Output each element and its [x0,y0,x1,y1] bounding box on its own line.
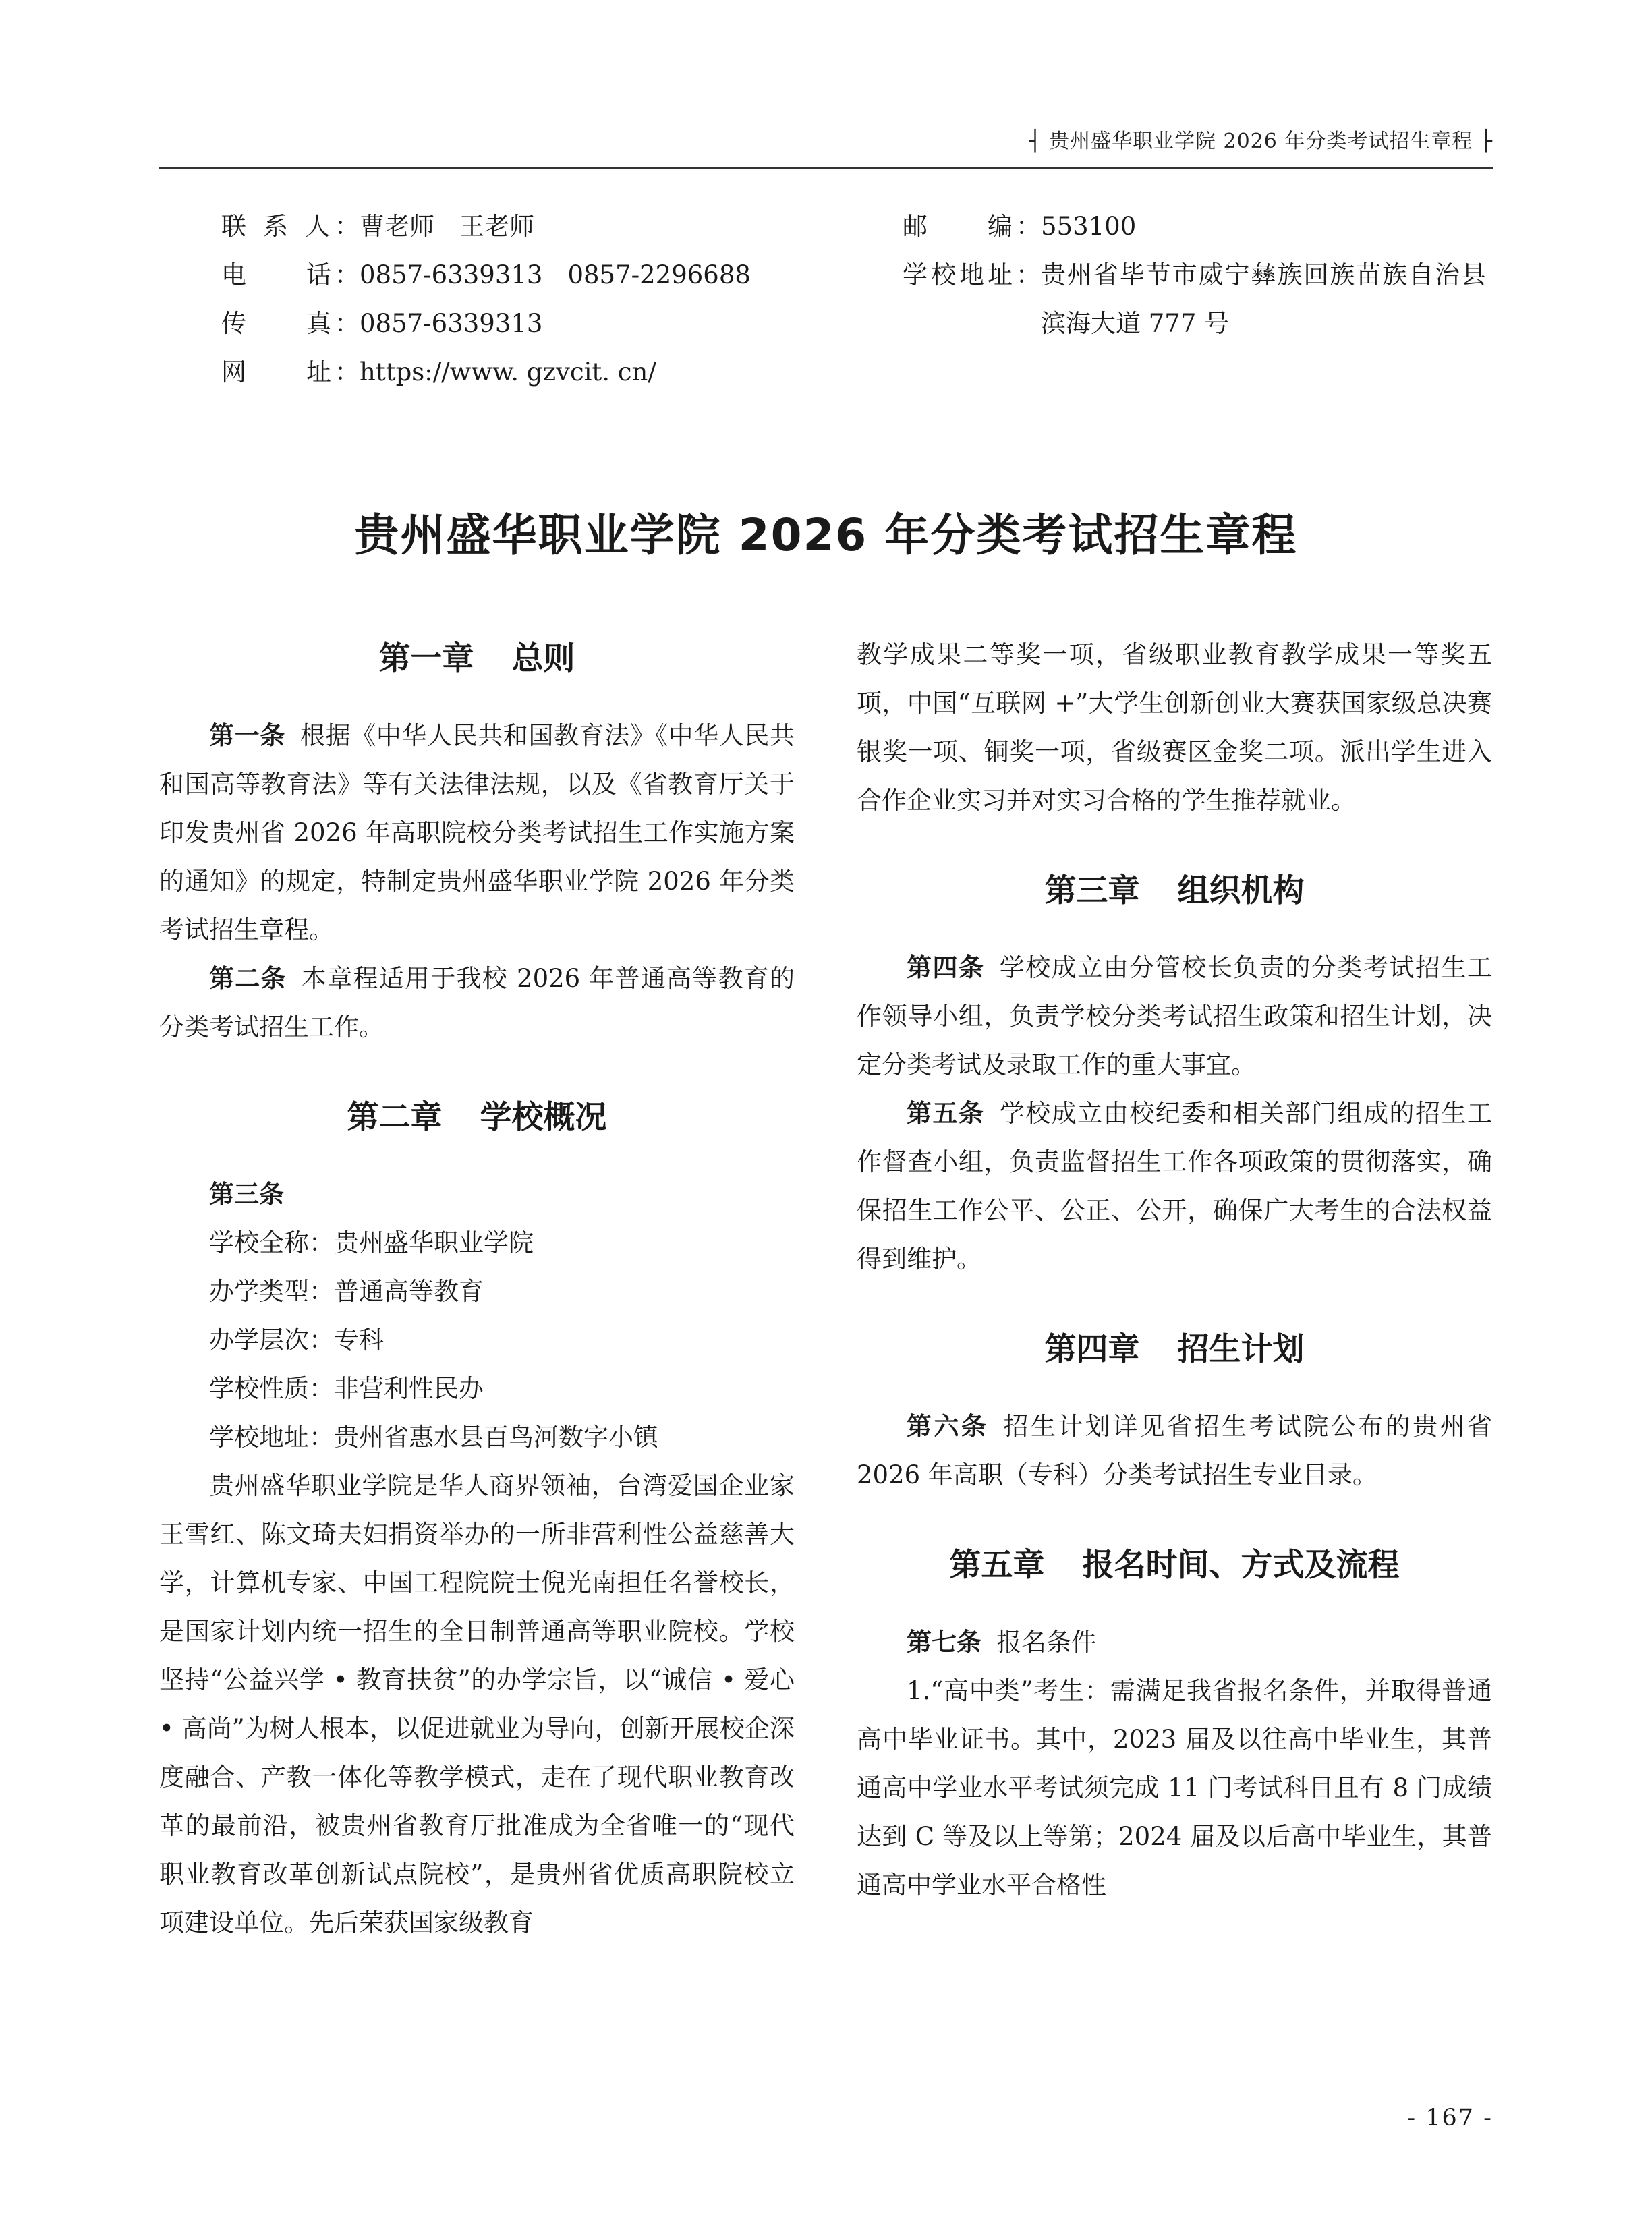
contact-row [221,251,896,299]
contact-row [903,251,1510,348]
website-link[interactable]: https://www. gzvcit. cn/ [360,358,656,387]
contact-row [221,299,896,348]
article-item: 1.“高中类”考生：需满足我省报名条件，并取得普通高中毕业证书。其中，2023 届及以往高中毕业生，其普通高中学业水平考试须完成 11 门考试科目且有 8 门成绩达到 C 等及以上等第；2024 届及以后高中毕业生，其普通高中学业水平合格性 [857,1676,1492,1900]
article-label: 第三条 [209,1180,284,1209]
chapter-title: 总则 [511,640,575,677]
header-rule [159,167,1493,169]
chapter-number: 第五章 [949,1547,1045,1584]
contact-label: 学校地址： [903,260,1041,289]
article-label: 第二条 [209,964,287,993]
contact-value: 贵州省毕节市威宁彝族回族苗族自治县滨海大道 777 号 [1041,260,1486,338]
article-label: 第一条 [209,721,285,750]
school-intro-continued: 教学成果二等奖一项，省级职业教育教学成果一等奖五项，中国“互联网 +”大学生创新创业大赛获国家级总决赛银奖一项、铜奖一项，省级赛区金奖二项。派出学生进入合作企业实习并对实习合格的学生推荐就业。 [857,640,1492,815]
chapter-heading [857,863,1492,919]
chapter-title: 报名时间、方式及流程 [1082,1547,1400,1584]
contact-value: 0857-6339313 0857-2296688 [360,260,751,289]
article-label: 第五条 [907,1099,985,1128]
chapter-number: 第三章 [1044,872,1140,909]
article-paragraph [857,1618,1492,1667]
school-info-item: 办学类型：普通高等教育 [209,1277,484,1306]
contact-row [903,202,1510,251]
running-header: ┤ 贵州盛华职业学院 2026 年分类考试招生章程 ├ [1029,130,1493,153]
article-text: 学校成立由校纪委和相关部门组成的招生工作督查小组，负责监督招生工作各项政策的贯彻落实，确保招生工作公平、公正、公开，确保广大考生的合法权益得到维护。 [857,1099,1493,1274]
article-paragraph [857,1089,1492,1284]
contact-block-right [903,202,1510,348]
school-info-item: 学校性质：非营利性民办 [209,1374,484,1403]
chapter-heading [159,631,795,687]
chapter-title: 组织机构 [1177,872,1305,909]
document-title: 贵州盛华职业学院 2026 年分类考试招生章程 [354,509,1298,561]
school-info-item: 学校地址：贵州省惠水县百鸟河数字小镇 [209,1423,658,1452]
contact-label: 邮 编： [903,212,1041,241]
chapter-number: 第二章 [347,1099,443,1136]
chapter-title: 招生计划 [1177,1331,1305,1368]
chapter-heading [857,1321,1492,1378]
school-info-item: 办学层次：专科 [209,1325,384,1354]
contact-label: 传 真： [221,309,360,338]
article-text: 学校成立由分管校长负责的分类考试招生工作领导小组，负责学校分类考试招生政策和招生计划，决定分类考试及录取工作的重大事宜。 [857,953,1493,1079]
contact-label: 联 系 人： [221,212,360,241]
contact-label: 网 址： [221,358,360,387]
article-label: 第四条 [907,953,985,982]
contact-value: 553100 [1041,212,1137,241]
article-paragraph [159,1170,795,1219]
article-text: 招生计划详见省招生考试院公布的贵州省 2026 年高职（专科）分类考试招生专业目录。 [857,1412,1493,1489]
article-paragraph [857,944,1492,1089]
article-label: 第六条 [907,1412,989,1441]
article-label: 第七条 [907,1628,981,1657]
contact-row [221,202,896,251]
right-column [857,631,1492,1910]
contact-value: 0857-6339313 [360,309,543,338]
contact-block-left [221,202,896,397]
contact-label: 电 话： [221,260,360,289]
article-heading: 报名条件 [996,1628,1097,1657]
page-number: - 167 - [1407,2105,1493,2132]
article-paragraph [159,954,795,1052]
article-text: 本章程适用于我校 2026 年普通高等教育的分类考试招生工作。 [159,964,795,1041]
chapter-number: 第四章 [1044,1331,1140,1368]
chapter-heading [857,1537,1492,1594]
school-intro-paragraph: 贵州盛华职业学院是华人商界领袖，台湾爱国企业家王雪红、陈文琦夫妇捐资举办的一所非营利性公益慈善大学，计算机专家、中国工程院院士倪光南担任名誉校长，是国家计划内统一招生的全日制普通高等职业院校。学校坚持“公益兴学 • 教育扶贫”的办学宗旨，以“诚信 • 爱心 • 高尚”为树人根本，以促进就业为导向，创新开展校企深度融合、产教一体化等教学模式，走在了现代职业教育改革的最前沿，被贵州省教育厅批准成为全省唯一的“现代职业教育改革创新试点院校”，是贵州省优质高职院校立项建设单位。先后荣获国家级教育 [159,1471,795,1937]
contact-row [221,348,896,397]
article-paragraph [857,1402,1492,1500]
article-text: 根据《中华人民共和国教育法》《中华人民共和国高等教育法》等有关法律法规，以及《省教育厅关于印发贵州省 2026 年高职院校分类考试招生工作实施方案的通知》的规定，特制定贵州盛华职业学院 2026 年分类考试招生章程。 [159,721,795,944]
left-column [159,631,795,1947]
school-info-item: 学校全称：贵州盛华职业学院 [209,1228,534,1257]
chapter-title: 学校概况 [480,1099,607,1136]
chapter-heading [159,1089,795,1146]
contact-value: 曹老师 王老师 [360,212,534,241]
article-paragraph [159,712,795,954]
chapter-number: 第一章 [378,640,474,677]
